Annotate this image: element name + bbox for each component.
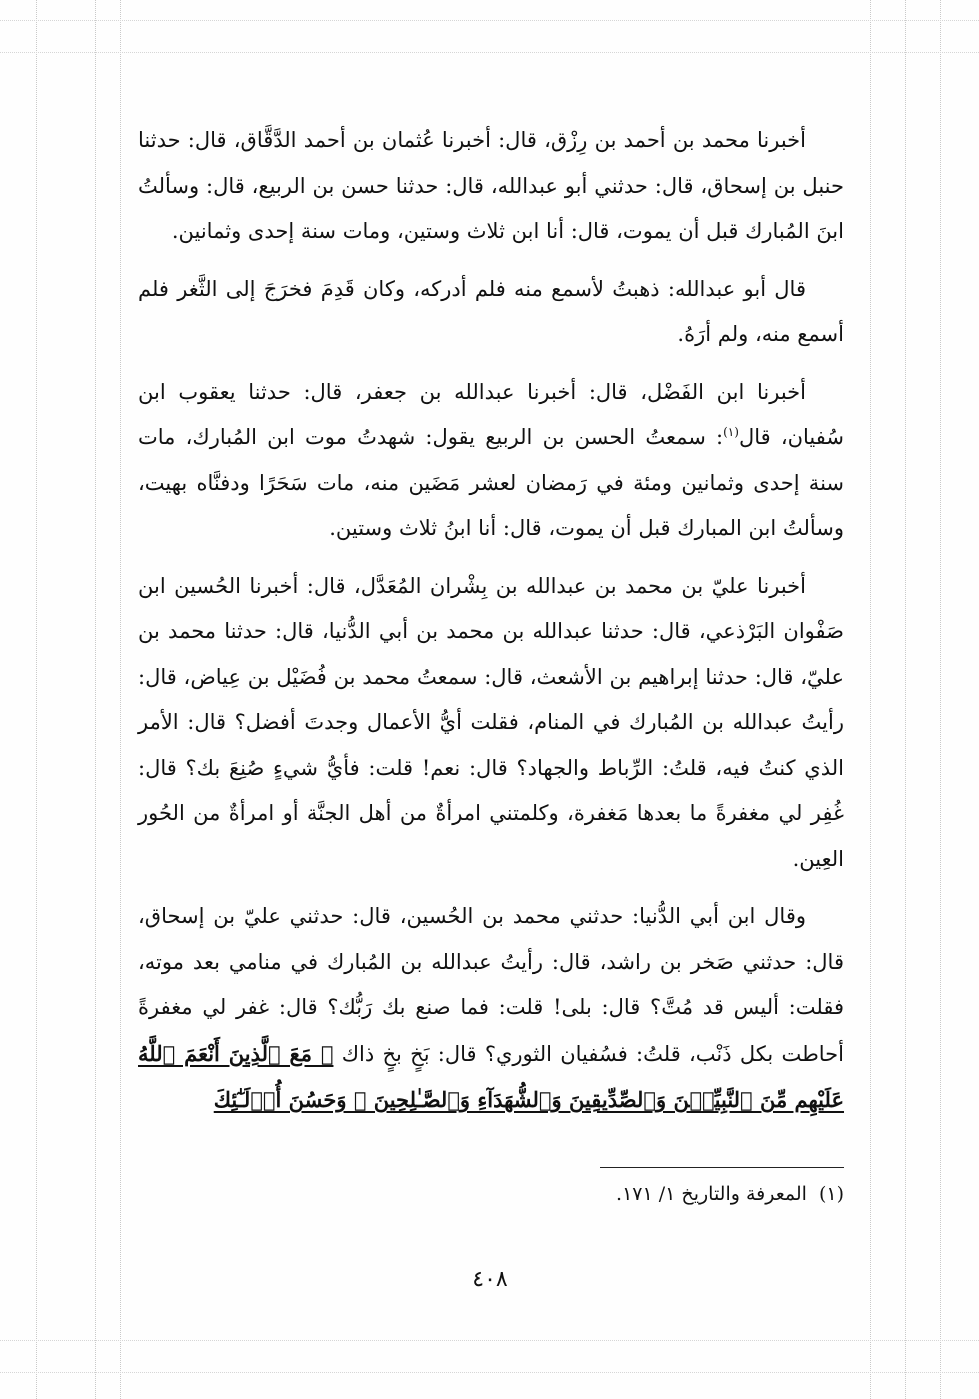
paragraph-2: قال أبو عبدالله: ذهبتُ لأسمع منه فلم أدركه، وكان قَدِمَ فخرَجَ إلى الثَّغر فلم أسمع منه، ولم أرَهُ.: [138, 276, 844, 346]
page-number: ٤٠٨: [472, 1267, 508, 1292]
scan-guide-line: [0, 1340, 979, 1341]
paragraph-1: أخبرنا محمد بن أحمد بن رِزْق، قال: أخبرنا عُثمان بن أحمد الدَّقَّاق، قال: حدثنا حنبل بن إسحاق، قال: حدثني أبو عبدالله، قال: حدثنا حسن بن الربيع، قال: وسألتُ ابنَ المُبارك قبل أن يموت، قال: أنا ابن ثلاث وستين، ومات سنة إحدى وثمانين.: [138, 128, 844, 243]
paragraph-5: [138, 894, 844, 1124]
scan-guide-line: [36, 0, 37, 1399]
scan-guide-line: [870, 0, 871, 1399]
footnote-reference: (١): [723, 425, 739, 439]
quran-verse: ﴿ مَعَ ٱلَّذِينَ أَنْعَمَ ٱللَّهُ عَلَيْهِم مِّنَ ٱلنَّبِيِّـۧنَ وَٱلصِّدِّيقِينَ وَٱلشُّهَدَآءِ وَٱلصَّـٰلِحِينَ ۚ وَحَسُنَ أُو۟لَـٰٓئِكَ: [138, 1040, 844, 1112]
scan-guide-line: [905, 0, 906, 1399]
paragraph-3-text-start: أخبرنا ابن الفَضْل، قال: أخبرنا عبدالله بن جعفر، قال: حدثنا يعقوب ابن سُفيان، قال: [138, 379, 844, 449]
main-text: [138, 118, 844, 1136]
scan-guide-line: [120, 0, 121, 1399]
paragraph-4: أخبرنا عليّ بن محمد بن عبدالله بن بِشْران المُعَدَّل، قال: أخبرنا الحُسين ابن صَفْوان البَرْذعي، قال: حدثنا عبدالله بن محمد بن أبي الدُّنيا، قال: حدثنا محمد بن عليّ، قال: حدثنا إبراهيم بن الأشعث، قال: سمعتُ محمد بن فُضَيْل بن عِياض، قال: رأيتُ عبدالله بن المُبارك في المنام، فقلت أيُّ الأعمال وجدتَ أفضل؟ قال: الأمر الذي كنتُ فيه، قلتُ: الرِّباط والجهاد؟ قال: نعم! قلت: فأيُّ شيءٍ صُنِعَ بك؟ قال: غُفِر لي مغفرةً ما بعدها مَغفرة، وكلمتني امرأةٌ من أهل الجنَّة أو امرأةٌ من الحُور العِين.: [138, 573, 844, 871]
scan-guide-line: [95, 0, 96, 1399]
paragraph-3-text-end: : سمعتُ الحسن بن الربيع يقول: شهدتُ موت ابن المُبارك، مات سنة إحدى وثمانين ومئة في رَمضان لعشر مَضَين منه، مات سَحَرًا ودفنَّاه بهيت، وسألتُ ابن المبارك قبل أن يموت، قال: أنا ابنُ ثلاث وستين.: [138, 425, 844, 540]
scan-guide-line: [940, 0, 941, 1399]
paragraph-5-text: وقال ابن أبي الدُّنيا: حدثني محمد بن الحُسين، قال: حدثني عليّ بن إسحاق، قال: حدثني صَخر بن راشد، قال: رأيتُ عبدالله بن المُبارك في منامي بعد موته، فقلت: أليس قد مُتَّ؟ قال: بلى! قلت: فما صنع بك رَبُّك؟ قال: غفر لي مغفرةً أحاطت بكل ذَنْب، قلتُ: فسُفيان الثوري؟ قال: بَخٍ بخٍ ذاك: [138, 904, 845, 1066]
scan-guide-line: [0, 1372, 979, 1373]
footnote-number: (١): [818, 1183, 844, 1205]
paragraph-3: [138, 370, 844, 552]
footnote-separator: [600, 1167, 844, 1168]
footnote: [400, 1178, 844, 1210]
scan-guide-line: [0, 52, 979, 53]
scan-guide-line: [0, 20, 979, 21]
footnote-text: المعرفة والتاريخ ١/ ١٧١.: [616, 1183, 807, 1205]
